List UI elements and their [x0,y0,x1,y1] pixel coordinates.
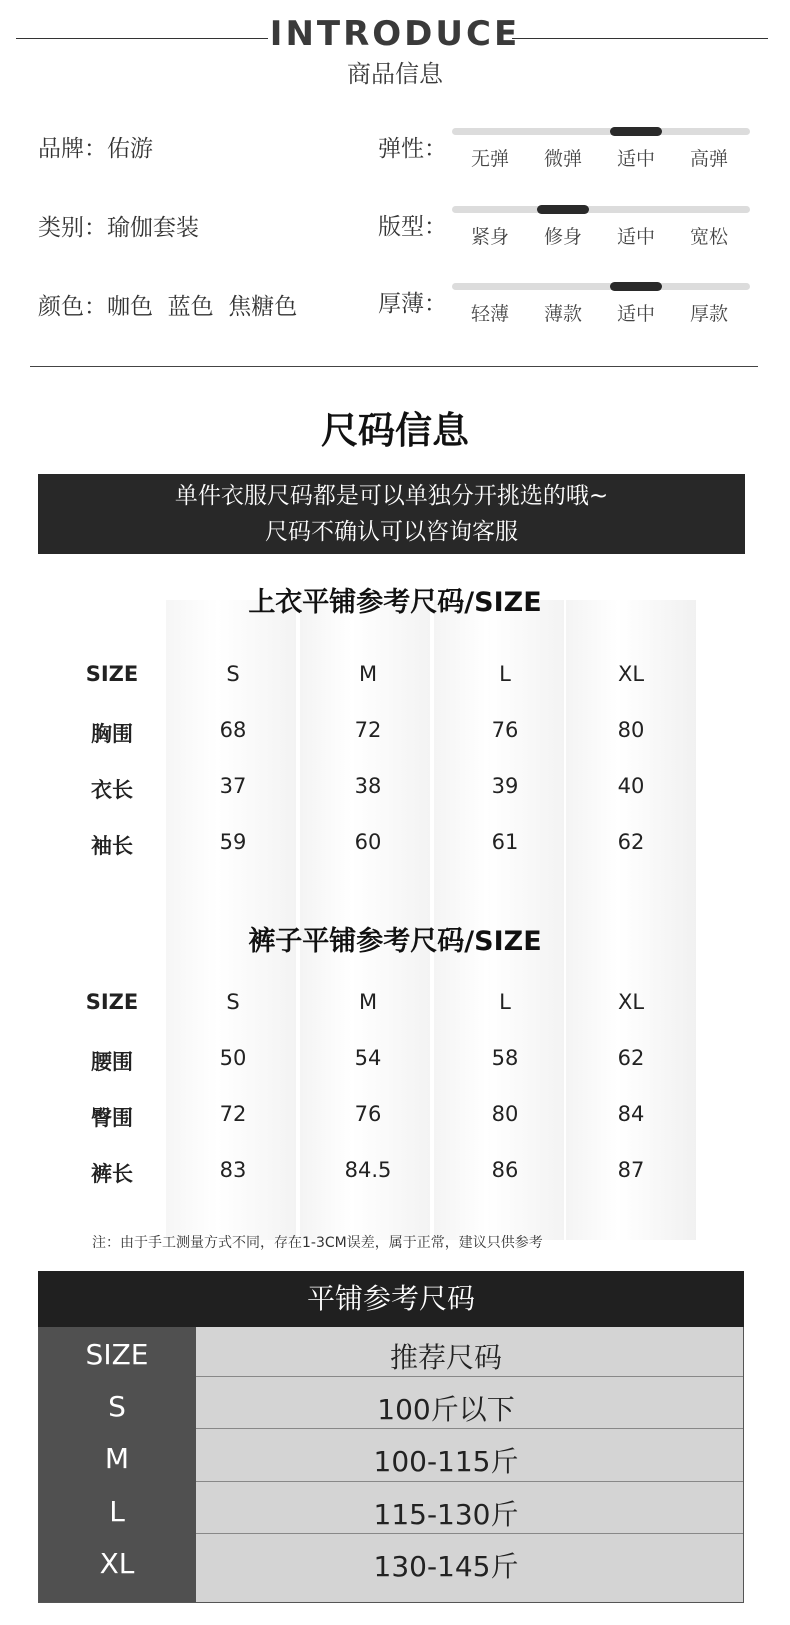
recommend-weight-header: 推荐尺码 [389,1341,502,1374]
measurement-value: 58 [491,1046,519,1070]
color-info: 颜色：咖色 蓝色 焦糖色 [38,294,298,320]
recommend-size-cell: M [104,1442,130,1475]
measurement-note: 注：由于手工测量方式不同，存在1-3CM误差，属于正常，建议只供参考 [92,1235,543,1251]
pants-table-title: 裤子平铺参考尺码/SIZE [248,926,542,957]
attribute-option: 适中 [616,226,655,248]
attribute-scale-track [452,128,750,135]
measurement-value: 60 [354,830,382,854]
size-header-cell: XL [617,990,645,1014]
measurement-label: 衣长 [91,778,133,802]
measurement-value: 76 [491,718,519,742]
recommend-weight-cell: 100-115斤 [373,1445,519,1478]
measurement-value: 84 [617,1102,645,1126]
recommend-weight-cell: 100斤以下 [377,1393,515,1426]
attribute-option: 无弹 [470,148,509,170]
brand-info: 品牌：佑游 [38,136,153,162]
attribute-option: 紧身 [470,226,509,248]
size-header-cell: S [226,662,240,686]
attribute-option: 厚款 [689,303,728,325]
category-info: 类别：瑜伽套装 [38,215,199,241]
size-header-cell: L [499,990,511,1014]
measurement-label: 裤长 [91,1162,133,1186]
attribute-scale-indicator [610,282,662,291]
measurement-value: 62 [617,1046,645,1070]
attribute-scale-indicator [610,127,662,136]
info-divider [30,366,758,367]
measurement-label: 腰围 [91,1050,133,1074]
size-header-cell: SIZE [85,662,139,686]
page-title: INTRODUCE [269,14,521,54]
measurement-label: 臀围 [91,1106,133,1130]
measurement-value: 37 [219,774,247,798]
recommend-table-title: 平铺参考尺码 [38,1271,744,1327]
size-header-cell: SIZE [85,990,139,1014]
measurement-value: 86 [491,1158,519,1182]
measurement-value: 40 [617,774,645,798]
attribute-label: 版型： [378,214,447,240]
recommend-size-cell: XL [99,1547,135,1580]
recommend-table-border [38,1327,744,1603]
measurement-value: 39 [491,774,519,798]
measurement-value: 50 [219,1046,247,1070]
measurement-value: 54 [354,1046,382,1070]
attribute-option: 薄款 [543,303,582,325]
measurement-value: 84.5 [344,1158,392,1182]
attribute-label: 厚薄： [378,291,447,317]
recommend-size-cell: S [108,1390,126,1423]
attribute-scale-indicator [537,205,589,214]
size-header-cell: M [358,990,378,1014]
measurement-value: 38 [354,774,382,798]
attribute-scale-track [452,283,750,290]
measurement-value: 59 [219,830,247,854]
attribute-option: 修身 [543,226,582,248]
size-header-cell: S [226,990,240,1014]
banner-line-1: 单件衣服尺码都是可以单独分开挑选的哦~ [174,483,609,509]
attribute-option: 轻薄 [470,303,509,325]
measurement-label: 袖长 [91,834,133,858]
measurement-value: 80 [491,1102,519,1126]
size-header-cell: XL [617,662,645,686]
measurement-label: 胸围 [91,722,133,746]
recommend-weight-cell: 115-130斤 [373,1498,519,1531]
page-subtitle: 商品信息 [347,60,443,88]
measurement-value: 62 [617,830,645,854]
measurement-value: 72 [354,718,382,742]
measurement-value: 72 [219,1102,247,1126]
measurement-value: 87 [617,1158,645,1182]
size-header-cell: L [499,662,511,686]
banner-line-2: 尺码不确认可以咨询客服 [265,519,518,545]
size-header-cell: M [358,662,378,686]
measurement-value: 83 [219,1158,247,1182]
top-table-title: 上衣平铺参考尺码/SIZE [248,587,542,618]
attribute-label: 弹性： [378,136,447,162]
recommend-size-header: SIZE [85,1338,149,1371]
attribute-option: 微弹 [543,148,582,170]
size-notice-banner [38,474,745,554]
attribute-option: 适中 [616,303,655,325]
attribute-scale-track [452,206,750,213]
measurement-value: 61 [491,830,519,854]
attribute-option: 适中 [616,148,655,170]
attribute-option: 高弹 [689,148,728,170]
attribute-option: 宽松 [689,226,728,248]
recommend-weight-cell: 130-145斤 [373,1550,519,1583]
measurement-value: 68 [219,718,247,742]
measurement-value: 80 [617,718,645,742]
measurement-value: 76 [354,1102,382,1126]
recommend-size-cell: L [109,1495,125,1528]
size-section-title: 尺码信息 [321,409,469,452]
